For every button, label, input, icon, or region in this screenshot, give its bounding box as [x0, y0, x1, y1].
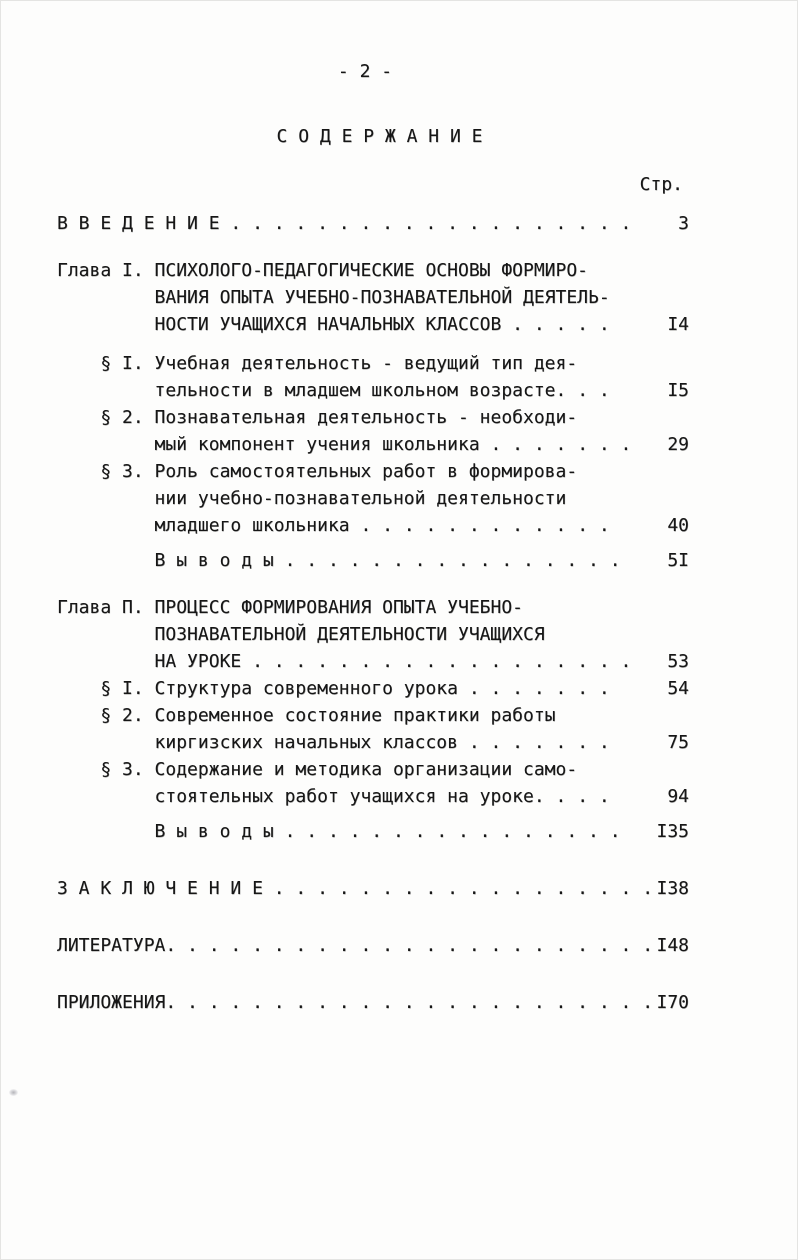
entry-label: § 2. [100, 407, 144, 428]
dot-leader: . . . . . . . . . . . . . . . . . . . [219, 213, 632, 234]
toc-entry [1, 458, 797, 539]
entry-text: НОСТИ УЧАЩИХСЯ НАЧАЛЬНЫХ КЛАССОВ [154, 314, 502, 335]
entry-page-number: 53 [667, 651, 689, 672]
entry-page-number: 75 [667, 732, 689, 753]
entry-page-number: 40 [667, 515, 689, 536]
dot-leader: . . [566, 380, 610, 401]
entry-line [57, 989, 797, 1016]
dot-leader: . . . . . . . . . . . . . . . . . . . . . . [176, 935, 654, 956]
entry-line [155, 512, 797, 539]
entry-page-number: I5 [667, 380, 689, 401]
toc-entries [1, 210, 797, 1016]
entry-text: ВАНИЯ ОПЫТА УЧЕБНО-ПОЗНАВАТЕЛЬНОЙ ДЕЯТЕЛЬ- [154, 287, 610, 308]
entry-text: Структура современного урока [154, 678, 458, 699]
entry-label: § I. [100, 678, 144, 699]
entry-page-number: I35 [656, 821, 689, 842]
entry-text: Учебная деятельность - ведущий тип дея- [154, 353, 578, 374]
toc-entry [1, 350, 797, 404]
entry-line [155, 621, 797, 648]
entry-line [155, 594, 797, 621]
dot-leader: . . . . . [501, 314, 610, 335]
entry-line [57, 875, 797, 902]
entry-line [155, 284, 797, 311]
entry-text: киргизских начальных классов [154, 732, 458, 753]
toc-entry [1, 404, 797, 458]
dot-leader: . . . . . . . . . . . . [349, 515, 610, 536]
entry-line [155, 404, 797, 431]
dot-leader: . . . . . . . . . . . . . . . . . . [241, 651, 632, 672]
toc-entry [1, 932, 797, 959]
entry-line [155, 311, 797, 338]
entry-label: § 3. [100, 461, 144, 482]
scan-artifact [9, 1089, 18, 1096]
entry-line [57, 932, 797, 959]
entry-page-number: I70 [656, 992, 689, 1013]
page-number-label: - 2 - [337, 61, 393, 82]
entry-page-number: 5I [667, 550, 689, 571]
entry-line [155, 350, 797, 377]
entry-line [155, 458, 797, 485]
dot-leader: . . . . . . . [479, 434, 632, 455]
entry-line [155, 377, 797, 404]
entry-text: В ы в о д ы [154, 821, 274, 842]
entry-text: ПСИХОЛОГО-ПЕДАГОГИЧЕСКИЕ ОСНОВЫ ФОРМИРО- [154, 260, 589, 281]
entry-label: § 3. [100, 759, 144, 780]
toc-entry [1, 547, 797, 574]
entry-text: Содержание и методика организации само- [154, 759, 578, 780]
dot-leader: . . . . . . . . . . . . . . . . [273, 821, 621, 842]
entry-line [155, 702, 797, 729]
dot-leader: . . . . . . . [457, 732, 610, 753]
toc-entry [1, 702, 797, 756]
entry-line [57, 210, 797, 237]
entry-page-number: I38 [656, 878, 689, 899]
dot-leader: . . . [544, 786, 610, 807]
entry-page-number: 3 [678, 213, 689, 234]
entry-line [155, 257, 797, 284]
entry-line [155, 485, 797, 512]
entry-line [155, 818, 797, 845]
entry-line [155, 675, 797, 702]
page-title: С О Д Е Р Ж А Н И Е [276, 126, 483, 147]
entry-label: § I. [100, 353, 144, 374]
entry-text: Познавательная деятельность - необходи- [154, 407, 578, 428]
entry-text: ПОЗНАВАТЕЛЬНОЙ ДЕЯТЕЛЬНОСТИ УЧАЩИХСЯ [154, 624, 545, 645]
toc-entry [1, 756, 797, 810]
entry-page-number: 94 [667, 786, 689, 807]
entry-text: В В Е Д Е Н И Е [57, 213, 220, 234]
entry-line [155, 756, 797, 783]
toc-entry [1, 875, 797, 902]
entry-text: мый компонент учения школьника [154, 434, 480, 455]
entry-text: младшего школьника [154, 515, 350, 536]
entry-page-number: I48 [656, 935, 689, 956]
entry-line [155, 729, 797, 756]
entry-text: ПРИЛОЖЕНИЯ. [57, 992, 177, 1013]
entry-line [155, 783, 797, 810]
toc-entry [1, 210, 797, 237]
entry-text: Современное состояние практики работы [154, 705, 556, 726]
entry-page-number: 29 [667, 434, 689, 455]
dot-leader: . . . . . . . [457, 678, 610, 699]
entry-label: Глава I. [57, 260, 144, 281]
dot-leader: . . . . . . . . . . . . . . . . . . . . . . [176, 992, 654, 1013]
entry-page-number: 54 [667, 678, 689, 699]
toc-entry [1, 594, 797, 675]
entry-text: стоятельных работ учащихся на уроке. [154, 786, 545, 807]
page-column-header: Стр. [639, 174, 683, 195]
entry-text: НА УРОКЕ [154, 651, 242, 672]
entry-text: В ы в о д ы [154, 550, 274, 571]
entry-line [155, 431, 797, 458]
entry-line [155, 547, 797, 574]
dot-leader: . . . . . . . . . . . . . . . . [273, 550, 621, 571]
toc-entry [1, 257, 797, 338]
entry-text: тельности в младшем школьном возрасте. [154, 380, 567, 401]
entry-text: З А К Л Ю Ч Е Н И Е [57, 878, 263, 899]
toc-entry [1, 989, 797, 1016]
toc-entry [1, 818, 797, 845]
entry-text: ЛИТЕРАТУРА. [57, 935, 177, 956]
dot-leader: . . . . . . . . . . . . . . . . . . [262, 878, 654, 899]
entry-text: ПРОЦЕСС ФОРМИРОВАНИЯ ОПЫТА УЧЕБНО- [154, 597, 524, 618]
toc-entry [1, 675, 797, 702]
entry-line [155, 648, 797, 675]
entry-text: Роль самостоятельных работ в формирова- [154, 461, 578, 482]
entry-label: § 2. [100, 705, 144, 726]
entry-label: Глава П. [57, 597, 144, 618]
entry-page-number: I4 [667, 314, 689, 335]
entry-text: нии учебно-познавательной деятельности [154, 488, 567, 509]
